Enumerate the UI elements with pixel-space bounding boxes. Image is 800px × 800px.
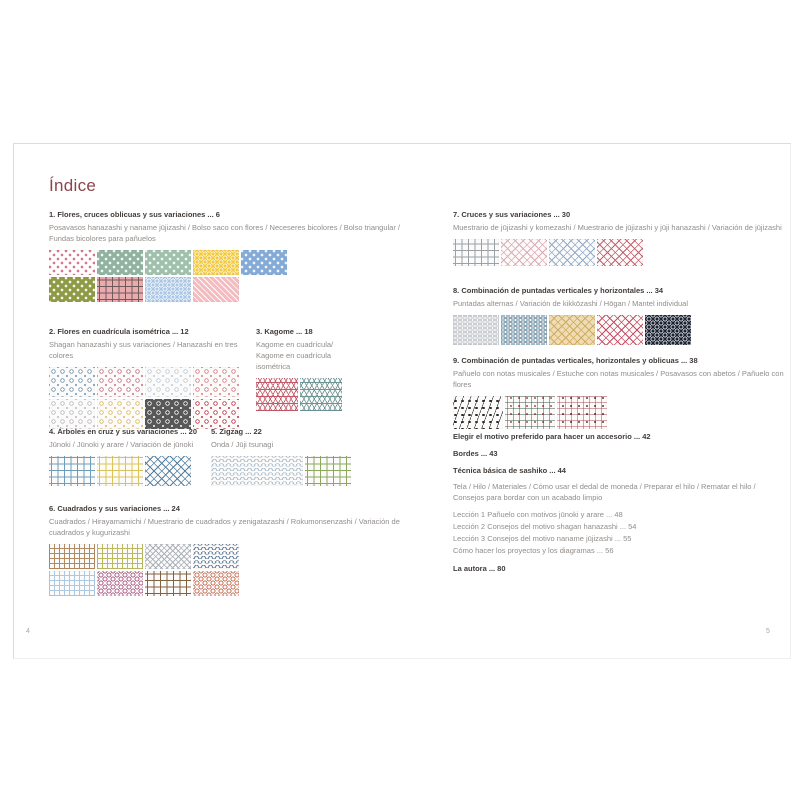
pattern-swatch-row: [453, 396, 793, 429]
pattern-swatch-notes: [453, 396, 503, 429]
toc-entry: Lección 1 Pañuelo con motivos jūnoki y arare ... 48: [453, 510, 623, 519]
pattern-swatch-grid: [453, 396, 793, 429]
pattern-swatch-grid: [453, 239, 793, 266]
pattern-swatch-grid: [49, 544, 401, 596]
pattern-swatch-row: [49, 367, 249, 397]
page-title: Índice: [49, 176, 97, 195]
pattern-swatch-rings: [645, 315, 691, 345]
pattern-swatch-grid: [453, 315, 793, 345]
pattern-swatch-grid: [49, 250, 401, 302]
toc-section-s5: [211, 427, 361, 486]
section-description: Kagome en cuadrícula/ Kagome en cuadrícula isométrica: [256, 340, 334, 371]
pattern-swatch-kagome: [256, 378, 298, 411]
pattern-swatch-crosses: [305, 456, 351, 486]
toc-section-s1: [49, 210, 401, 302]
pattern-swatch-grid: [97, 544, 143, 569]
toc-extra-entries: [453, 432, 785, 574]
toc-section-s6: [49, 504, 401, 596]
section-heading: 8. Combinación de puntadas verticales y horizontales ... 34: [453, 286, 664, 295]
pattern-swatch-rings: [97, 571, 143, 596]
section-description: Pañuelo con notas musicales / Estuche con notas musicales / Posavasos con abetos / Pañuelo con flores: [453, 369, 784, 389]
section-description: Onda / Jūji tsunagi: [211, 440, 274, 449]
section-description: Jūnoki / Jūnoki y arare / Variación de jūnoki: [49, 440, 194, 449]
book-spread-page: [13, 143, 791, 659]
pattern-swatch-diamond: [549, 315, 595, 345]
toc-section-s8: [453, 286, 793, 345]
pattern-swatch-grid: [49, 456, 204, 486]
section-heading: 1. Flores, cruces oblicuas y sus variaciones ... 6: [49, 210, 220, 219]
section-heading: 5. Zigzag ... 22: [211, 427, 262, 436]
pattern-swatch-rings: [145, 277, 191, 302]
pattern-swatch-floral: [49, 277, 95, 302]
section-heading: 7. Cruces y sus variaciones ... 30: [453, 210, 571, 219]
pattern-swatch-dashes: [453, 315, 499, 345]
pattern-swatch-zigzag: [145, 544, 191, 569]
pattern-swatch-floral: [97, 250, 143, 275]
section-heading: 4. Árboles en cruz y sus variaciones ... 20: [49, 427, 197, 436]
pattern-swatch-trees: [505, 396, 555, 429]
pattern-swatch-crosses: [97, 277, 143, 302]
pattern-swatch-row: [49, 250, 401, 275]
toc-entry: Tela / Hilo / Materiales / Cómo usar el dedal de moneda / Preparar el hilo / Rematar el hilo / Consejos para bordar con un acabado limpio: [453, 482, 756, 502]
toc-entry: Elegir el motivo preferido para hacer un accesorio ... 42: [453, 432, 651, 441]
pattern-swatch-rings: [193, 250, 239, 275]
pattern-swatch-floral6: [97, 367, 143, 397]
section-description: Shagan hanazashi y sus variaciones / Hanazashi en tres colores: [49, 340, 238, 360]
toc-section-s9: [453, 356, 793, 429]
pattern-swatch-diag: [193, 277, 239, 302]
pattern-swatch-diamond: [501, 239, 547, 266]
toc-entry: Cómo hacer los proyectos y los diagramas ... 56: [453, 546, 614, 555]
section-heading: 2. Flores en cuadrícula isométrica ... 12: [49, 327, 189, 336]
pattern-swatch-crosses: [49, 456, 95, 486]
pattern-swatch-row: [49, 399, 249, 429]
pattern-swatch-row: [49, 277, 401, 302]
pattern-swatch-rings: [193, 571, 239, 596]
pattern-swatch-floral: [241, 250, 287, 275]
pattern-swatch-floral: [49, 250, 95, 275]
pattern-swatch-grid: [256, 378, 362, 411]
pattern-swatch-floral6: [145, 367, 191, 397]
section-description: Cuadrados / Hirayamamichi / Muestrario de cuadrados y zenigatazashi / Rokumonsenzashi / Variación de cuadrados y kugurizashi: [49, 517, 400, 537]
pattern-swatch-diamond: [597, 315, 643, 345]
toc-section-s3: [256, 327, 362, 411]
pattern-swatch-floral6: [145, 399, 191, 429]
toc-section-s7: [453, 210, 793, 266]
pattern-swatch-floral: [145, 250, 191, 275]
pattern-swatch-grid: [211, 456, 361, 486]
section-description: Posavasos hanazashi y naname jūjizashi / Bolso saco con flores / Neceseres bicolores / Bolso triangular / Fundas bicolores para pañuelos: [49, 223, 401, 243]
pattern-swatch-crosses: [97, 456, 143, 486]
page-number-left: 4: [26, 628, 30, 635]
section-heading: 6. Cuadrados y sus variaciones ... 24: [49, 504, 180, 513]
section-description: Puntadas alternas / Variación de kikkōzashi / Hōgan / Mantel individual: [453, 299, 688, 308]
pattern-swatch-trees: [557, 396, 607, 429]
pattern-swatch-floral6: [49, 399, 95, 429]
pattern-swatch-diamond: [549, 239, 595, 266]
pattern-swatch-row: [49, 456, 204, 486]
toc-entry: Técnica básica de sashiko ... 44: [453, 466, 566, 475]
pattern-swatch-row: [453, 239, 793, 266]
pattern-swatch-diamond: [597, 239, 643, 266]
pattern-swatch-diamond: [145, 456, 191, 486]
pattern-swatch-grid: [49, 571, 95, 596]
toc-entry: Lección 2 Consejos del motivo shagan hanazashi ... 54: [453, 522, 637, 531]
toc-entry: Lección 3 Consejos del motivo naname jūjizashi ... 55: [453, 534, 632, 543]
pattern-swatch-dashes: [501, 315, 547, 345]
toc-section-s4: [49, 427, 204, 486]
section-description: Muestrario de jūjizashi y komezashi / Muestrario de jūjizashi y jūji hanazashi / Variación de jūjizashi: [453, 223, 782, 232]
section-heading: 3. Kagome ... 18: [256, 327, 313, 336]
pattern-swatch-waves: [193, 544, 239, 569]
pattern-swatch-floral6: [193, 367, 239, 397]
pattern-swatch-grid: [49, 544, 95, 569]
pattern-swatch-waves: [211, 456, 303, 486]
pattern-swatch-row: [453, 315, 793, 345]
page-number-right: 5: [766, 628, 770, 635]
toc-section-s2: [49, 327, 249, 429]
pattern-swatch-row: [49, 544, 401, 569]
section-heading: 9. Combinación de puntadas verticales, horizontales y oblicuas ... 38: [453, 356, 698, 365]
pattern-swatch-floral6: [49, 367, 95, 397]
pattern-swatch-floral6: [193, 399, 239, 429]
pattern-swatch-row: [256, 378, 362, 411]
pattern-swatch-crosses: [145, 571, 191, 596]
toc-entry: La autora ... 80: [453, 563, 506, 573]
pattern-swatch-crosses: [453, 239, 499, 266]
pattern-swatch-kagome: [300, 378, 342, 411]
pattern-swatch-grid: [49, 367, 249, 429]
pattern-swatch-row: [211, 456, 361, 486]
pattern-swatch-row: [49, 571, 401, 596]
toc-entry: Bordes ... 43: [453, 449, 498, 458]
pattern-swatch-floral6: [97, 399, 143, 429]
